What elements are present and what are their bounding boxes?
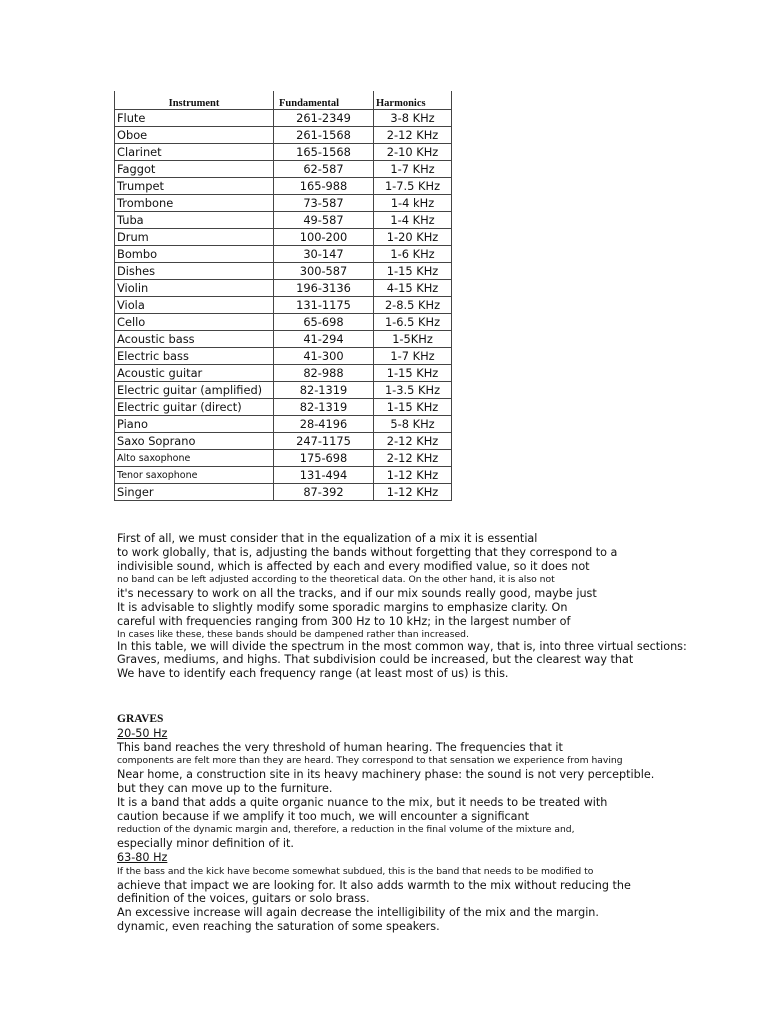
fundamental-cell: 82-1319	[274, 382, 374, 399]
harmonics-cell: 2-12 KHz	[374, 433, 452, 450]
harmonics-cell: 3-8 KHz	[374, 110, 452, 127]
text-line: If the bass and the kick have become somewhat subdued, this is the band that needs to be modified to	[117, 865, 594, 877]
band-20-50-heading: 20-50 Hz	[117, 726, 168, 740]
fundamental-cell: 261-2349	[274, 110, 374, 127]
table-row	[115, 382, 452, 399]
instrument-cell: Drum	[115, 229, 274, 246]
text-line: to work globally, that is, adjusting the bands without forgetting that they correspond to a	[117, 545, 618, 559]
table-row	[115, 348, 452, 365]
fundamental-cell: 100-200	[274, 229, 374, 246]
intro-text	[117, 532, 687, 681]
text-line: In this table, we will divide the spectrum in the most common way, that is, into three virtual sections:	[117, 639, 687, 653]
text-line: An excessive increase will again decrease the intelligibility of the mix and the margin.	[117, 906, 599, 920]
instrument-cell: Trumpet	[115, 178, 274, 195]
harmonics-cell: 1-15 KHz	[374, 263, 452, 280]
text-line: components are felt more than they are heard. They correspond to that sensation we experience from having	[117, 755, 623, 767]
table-row	[115, 178, 452, 195]
table-row	[115, 331, 452, 348]
table-row	[115, 229, 452, 246]
instrument-cell: Electric guitar (direct)	[115, 399, 274, 416]
graves-heading: GRAVES	[117, 713, 164, 725]
harmonics-cell: 1-15 KHz	[374, 399, 452, 416]
text-line: indivisible sound, which is affected by each and every modified value, so it does not	[117, 559, 590, 573]
instrument-cell: Oboe	[115, 127, 274, 144]
table-row	[115, 297, 452, 314]
instrument-cell: Saxo Soprano	[115, 433, 274, 450]
fundamental-cell: 82-988	[274, 365, 374, 382]
header-instrument: Instrument	[115, 91, 274, 110]
fundamental-cell: 30-147	[274, 246, 374, 263]
harmonics-cell: 1-5KHz	[374, 331, 452, 348]
table-body	[115, 110, 452, 501]
table-row	[115, 110, 452, 127]
harmonics-cell: 1-6 KHz	[374, 246, 452, 263]
instrument-cell: Clarinet	[115, 144, 274, 161]
instrument-cell: Tuba	[115, 212, 274, 229]
instrument-cell: Piano	[115, 416, 274, 433]
table-row	[115, 484, 452, 501]
harmonics-cell: 1-7 KHz	[374, 348, 452, 365]
harmonics-cell: 2-10 KHz	[374, 144, 452, 161]
harmonics-cell: 1-12 KHz	[374, 484, 452, 501]
text-line: dynamic, even reaching the saturation of some speakers.	[117, 919, 440, 933]
table-row	[115, 280, 452, 297]
fundamental-cell: 165-988	[274, 178, 374, 195]
text-line: It is advisable to slightly modify some sporadic margins to emphasize clarity. On	[117, 600, 568, 614]
harmonics-cell: 1-6.5 KHz	[374, 314, 452, 331]
text-line: no band can be left adjusted according to the theoretical data. On the other hand, it is also not	[117, 574, 555, 586]
harmonics-cell: 1-12 KHz	[374, 467, 452, 484]
instrument-cell: Faggot	[115, 161, 274, 178]
text-line: especially minor definition of it.	[117, 837, 294, 851]
table-header-row	[115, 91, 452, 110]
fundamental-cell: 49-587	[274, 212, 374, 229]
fundamental-cell: 41-294	[274, 331, 374, 348]
table-row	[115, 263, 452, 280]
fundamental-cell: 247-1175	[274, 433, 374, 450]
harmonics-cell: 1-15 KHz	[374, 365, 452, 382]
table-row	[115, 467, 452, 484]
table-row	[115, 314, 452, 331]
instrument-cell: Electric bass	[115, 348, 274, 365]
text-line: It is a band that adds a quite organic nuance to the mix, but it needs to be treated with	[117, 795, 608, 809]
table-row	[115, 416, 452, 433]
table-row	[115, 195, 452, 212]
fundamental-cell: 87-392	[274, 484, 374, 501]
fundamental-cell: 196-3136	[274, 280, 374, 297]
fundamental-cell: 131-494	[274, 467, 374, 484]
fundamental-cell: 62-587	[274, 161, 374, 178]
fundamental-cell: 175-698	[274, 450, 374, 467]
text-line: First of all, we must consider that in the equalization of a mix it is essential	[117, 532, 538, 545]
frequency-table	[114, 91, 452, 501]
instrument-cell: Flute	[115, 110, 274, 127]
instrument-cell: Dishes	[115, 263, 274, 280]
text-line: In cases like these, these bands should be dampened rather than increased.	[117, 628, 469, 640]
text-line: definition of the voices, guitars or solo brass.	[117, 892, 370, 906]
instrument-cell: Acoustic bass	[115, 331, 274, 348]
table-row	[115, 399, 452, 416]
table-row	[115, 144, 452, 161]
instrument-cell: Alto saxophone	[115, 450, 274, 467]
fundamental-cell: 131-1175	[274, 297, 374, 314]
fundamental-cell: 41-300	[274, 348, 374, 365]
text-line: reduction of the dynamic margin and, therefore, a reduction in the final volume of the mixture and,	[117, 824, 575, 836]
harmonics-cell: 5-8 KHz	[374, 416, 452, 433]
harmonics-cell: 2-12 KHz	[374, 127, 452, 144]
harmonics-cell: 1-3.5 KHz	[374, 382, 452, 399]
text-line: Graves, mediums, and highs. That subdivision could be increased, but the clearest way that	[117, 653, 634, 667]
text-line: achieve that impact we are looking for. It also adds warmth to the mix without reducing the	[117, 878, 631, 892]
band-63-80-heading: 63-80 Hz	[117, 850, 168, 864]
harmonics-cell: 1-7.5 KHz	[374, 178, 452, 195]
instrument-cell: Cello	[115, 314, 274, 331]
text-line: This band reaches the very threshold of human hearing. The frequencies that it	[117, 740, 563, 754]
table-row	[115, 365, 452, 382]
table-row	[115, 433, 452, 450]
instrument-cell: Trombone	[115, 195, 274, 212]
instrument-cell: Bombo	[115, 246, 274, 263]
instrument-cell: Viola	[115, 297, 274, 314]
text-line: caution because if we amplify it too much, we will encounter a significant	[117, 809, 530, 823]
harmonics-cell: 2-12 KHz	[374, 450, 452, 467]
harmonics-cell: 4-15 KHz	[374, 280, 452, 297]
harmonics-cell: 1-7 KHz	[374, 161, 452, 178]
harmonics-cell: 1-4 kHz	[374, 195, 452, 212]
fundamental-cell: 65-698	[274, 314, 374, 331]
harmonics-cell: 2-8.5 KHz	[374, 297, 452, 314]
instrument-cell: Acoustic guitar	[115, 365, 274, 382]
fundamental-cell: 165-1568	[274, 144, 374, 161]
instrument-cell: Tenor saxophone	[115, 467, 274, 484]
text-line: careful with frequencies ranging from 300 Hz to 10 kHz; in the largest number of	[117, 614, 571, 628]
table-row	[115, 212, 452, 229]
table-row	[115, 127, 452, 144]
fundamental-cell: 261-1568	[274, 127, 374, 144]
table-row	[115, 246, 452, 263]
table-row	[115, 450, 452, 467]
graves-section	[117, 713, 677, 934]
header-fundamental: Fundamental	[274, 91, 374, 110]
text-line: it's necessary to work on all the tracks, and if our mix sounds really good, maybe just	[117, 587, 597, 601]
text-line: We have to identify each frequency range (at least most of us) is this.	[117, 667, 509, 681]
table-row	[115, 161, 452, 178]
header-harmonics: Harmonics	[374, 91, 452, 110]
instrument-cell: Singer	[115, 484, 274, 501]
fundamental-cell: 82-1319	[274, 399, 374, 416]
fundamental-cell: 73-587	[274, 195, 374, 212]
text-line: Near home, a construction site in its heavy machinery phase: the sound is not very perceptible.	[117, 768, 655, 782]
fundamental-cell: 300-587	[274, 263, 374, 280]
instrument-cell: Violin	[115, 280, 274, 297]
text-line: but they can move up to the furniture.	[117, 781, 333, 795]
instrument-cell: Electric guitar (amplified)	[115, 382, 274, 399]
harmonics-cell: 1-4 KHz	[374, 212, 452, 229]
fundamental-cell: 28-4196	[274, 416, 374, 433]
harmonics-cell: 1-20 KHz	[374, 229, 452, 246]
